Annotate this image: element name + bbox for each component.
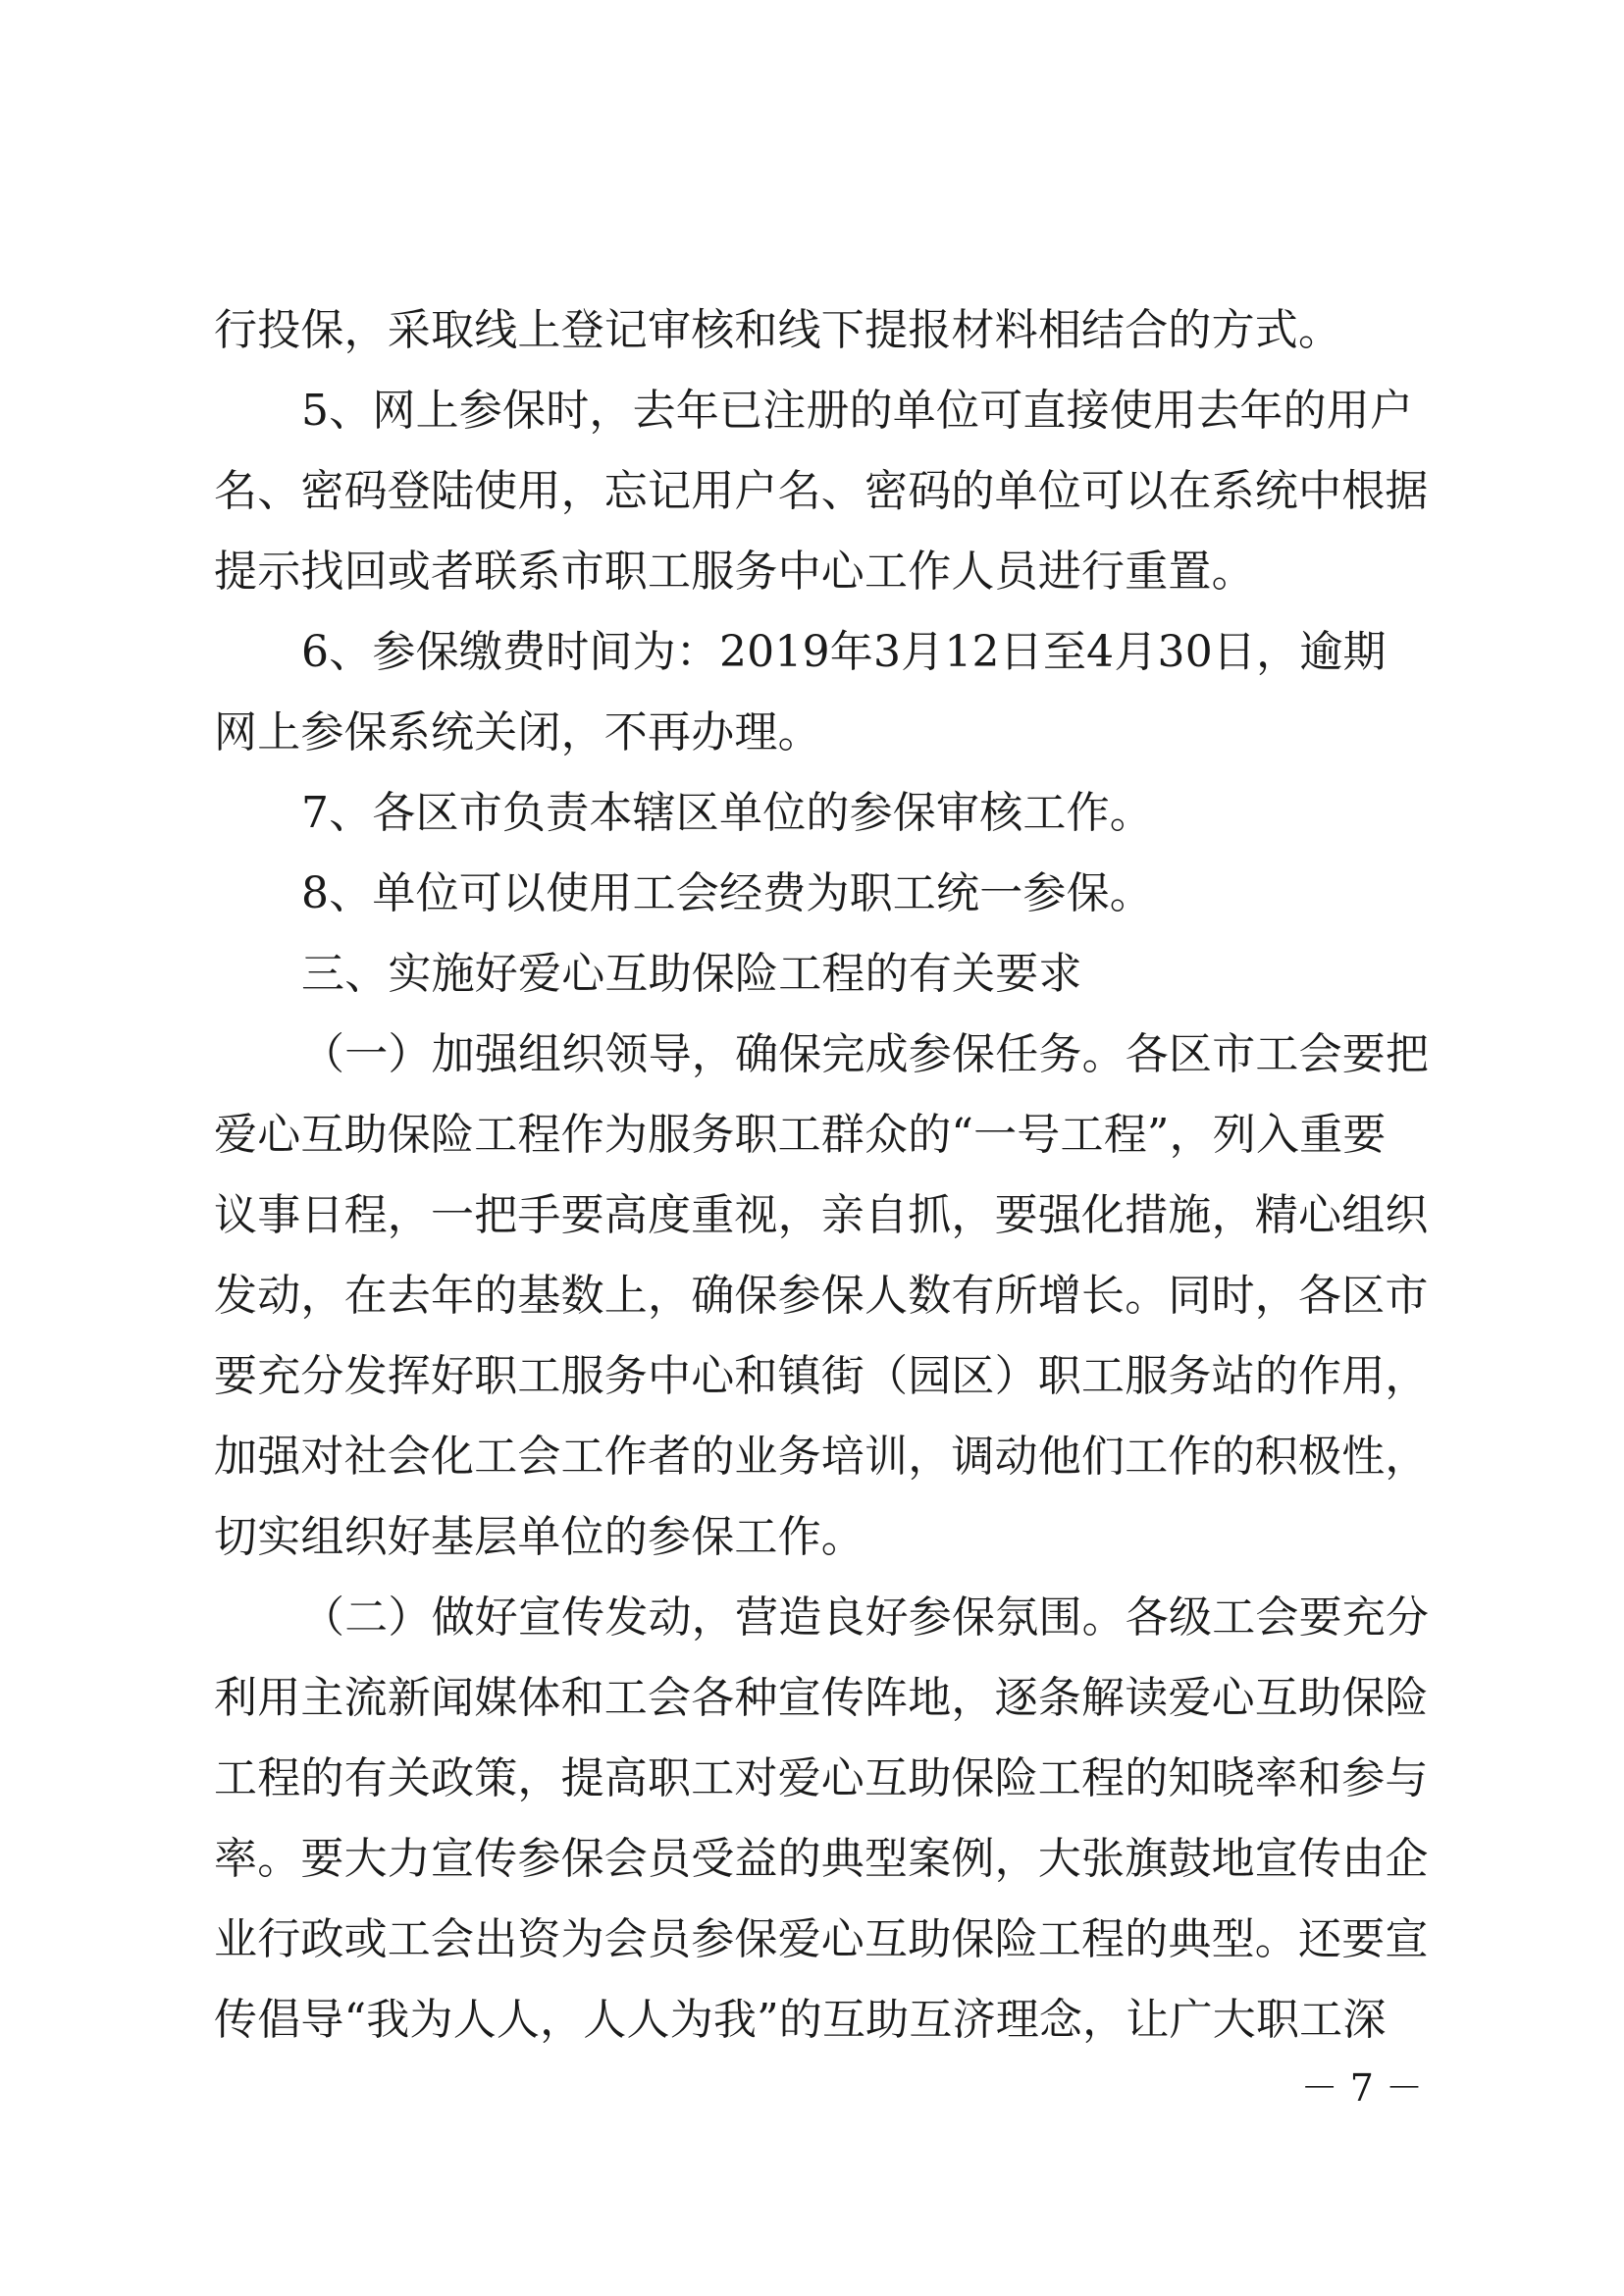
paragraph-line: 行投保，采取线上登记审核和线下提报材料相结合的方式。: [214, 305, 1342, 355]
paragraph-line: （二）做好宣传发动，营造良好参保氛围。各级工会要充分: [301, 1592, 1430, 1643]
paragraph-line: 要充分发挥好职工服务中心和镇街（园区）职工服务站的作用，: [214, 1351, 1429, 1401]
paragraph-line: 8、单位可以使用工会经费为职工统一参保。: [301, 868, 1153, 918]
paragraph-line: 5、网上参保时，去年已注册的单位可直接使用去年的用户: [301, 386, 1414, 436]
paragraph-line: 加强对社会化工会工作者的业务培训，调动他们工作的积极性，: [214, 1432, 1429, 1482]
paragraph-line: 议事日程，一把手要高度重视，亲自抓，要强化措施，精心组织: [214, 1190, 1429, 1240]
paragraph-line: 名、密码登陆使用，忘记用户名、密码的单位可以在系统中根据: [214, 466, 1429, 516]
paragraph-line: 7、各区市负责本辖区单位的参保审核工作。: [301, 788, 1153, 838]
paragraph-line: 业行政或工会出资为会员参保爱心互助保险工程的典型。还要宣: [214, 1914, 1429, 1964]
paragraph-line: 发动，在去年的基数上，确保参保人数有所增长。同时，各区市: [214, 1271, 1429, 1321]
paragraph-line: 切实组织好基层单位的参保工作。: [214, 1512, 864, 1562]
paragraph-line: 6、参保缴费时间为：2019年3月12日至4月30日，逾期: [301, 627, 1387, 677]
paragraph-line: 网上参保系统关闭，不再办理。: [214, 707, 821, 757]
paragraph-line: 提示找回或者联系市职工服务中心工作人员进行重置。: [214, 547, 1255, 597]
paragraph-line: 利用主流新闻媒体和工会各种宣传阵地，逐条解读爱心互助保险: [214, 1673, 1429, 1723]
section-heading: 三、实施好爱心互助保险工程的有关要求: [301, 949, 1082, 999]
page-number: － 7 －: [1300, 2066, 1423, 2110]
paragraph-line: 爱心互助保险工程作为服务职工群众的“一号工程”，列入重要: [214, 1110, 1387, 1160]
paragraph-line: 率。要大力宣传参保会员受益的典型案例，大张旗鼓地宣传由企: [214, 1834, 1429, 1884]
paragraph-line: 传倡导“我为人人，人人为我”的互助互济理念，让广大职工深: [214, 1995, 1387, 2045]
paragraph-line: （一）加强组织领导，确保完成参保任务。各区市工会要把: [301, 1029, 1430, 1079]
paragraph-line: 工程的有关政策，提高职工对爱心互助保险工程的知晓率和参与: [214, 1753, 1429, 1803]
